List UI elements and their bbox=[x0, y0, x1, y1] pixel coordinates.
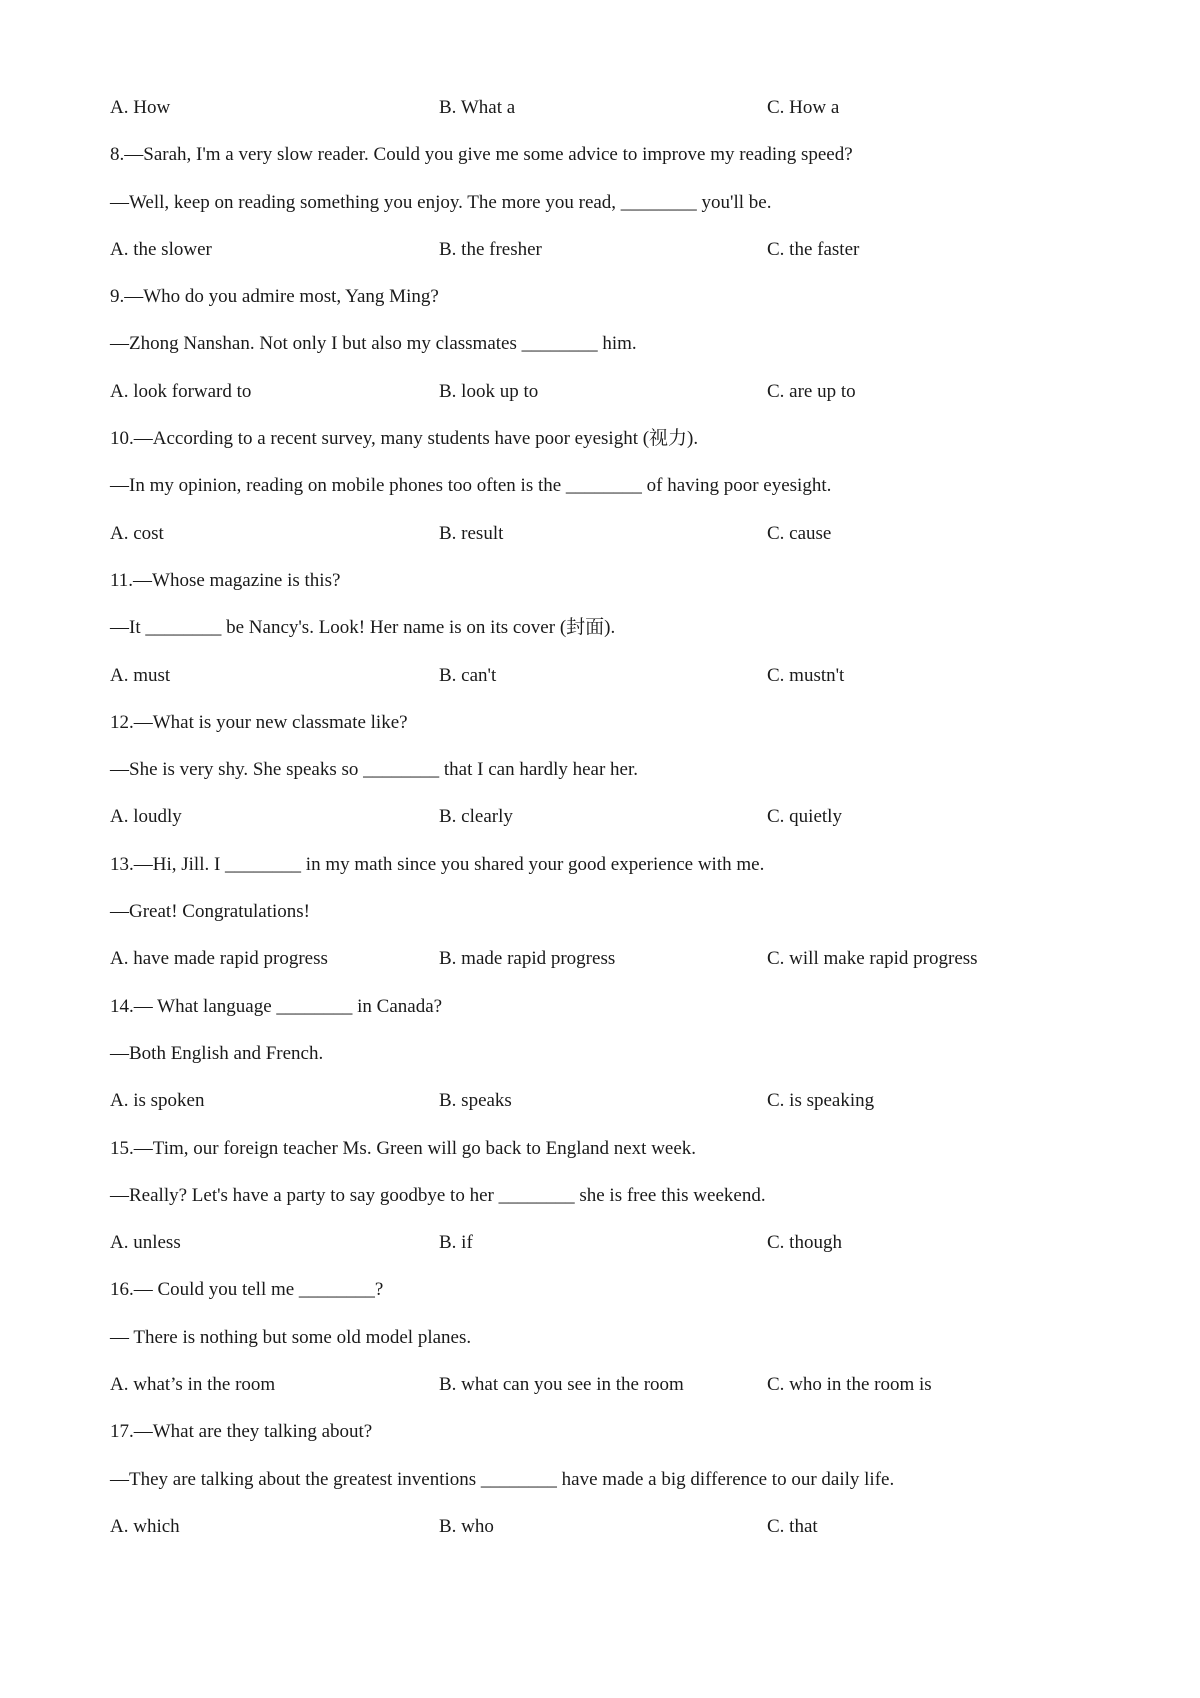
question-prompt: 17.—What are they talking about? bbox=[110, 1421, 373, 1443]
question-prompt: 12.—What is your new classmate like? bbox=[110, 711, 408, 733]
question-prompt: 13.—Hi, Jill. I ________ in my math since you shared your good experience with me. bbox=[110, 853, 765, 875]
option-a: A. How bbox=[110, 97, 171, 118]
option-c: C. How a bbox=[767, 97, 840, 118]
question-response: — There is nothing but some old model planes. bbox=[110, 1326, 472, 1348]
options-row bbox=[110, 1515, 1110, 1562]
options-row bbox=[110, 380, 1110, 427]
question-prompt: 11.—Whose magazine is this? bbox=[110, 569, 341, 591]
option-b: B. the fresher bbox=[439, 238, 542, 260]
option-a: A. what’s in the room bbox=[110, 1374, 276, 1396]
question-prompt: 16.— Could you tell me ________? bbox=[110, 1279, 384, 1301]
option-b: B. if bbox=[439, 1232, 473, 1254]
question-response: —Really? Let's have a party to say goodbye to her ________ she is free this weekend. bbox=[110, 1184, 766, 1206]
option-c: C. that bbox=[767, 1515, 818, 1537]
question-response: —She is very shy. She speaks so ________ that I can hardly hear her. bbox=[110, 759, 639, 781]
question-prompt: 10.—According to a recent survey, many students have poor eyesight (视力). bbox=[110, 428, 699, 450]
options-row bbox=[110, 1089, 1110, 1136]
question-response: —Great! Congratulations! bbox=[110, 901, 310, 923]
question-response: —In my opinion, reading on mobile phones too often is the ________ of having poor eyesight. bbox=[110, 475, 832, 497]
option-c: C. is speaking bbox=[767, 1090, 875, 1112]
option-b: B. result bbox=[439, 522, 504, 544]
exam-page bbox=[110, 96, 1110, 1562]
options-row bbox=[110, 96, 1110, 143]
options-row bbox=[110, 1373, 1110, 1420]
question-response: —Both English and French. bbox=[110, 1042, 324, 1064]
option-b: B. clearly bbox=[439, 806, 513, 828]
option-a: A. the slower bbox=[110, 238, 212, 260]
option-c: C. quietly bbox=[767, 806, 842, 828]
option-b: B. speaks bbox=[439, 1090, 512, 1112]
option-a: A. loudly bbox=[110, 806, 182, 828]
option-c: C. cause bbox=[767, 522, 832, 544]
options-row bbox=[110, 805, 1110, 852]
option-b: B. who bbox=[439, 1515, 494, 1537]
question-response: —Zhong Nanshan. Not only I but also my classmates ________ him. bbox=[110, 333, 637, 355]
question-prompt: 8.—Sarah, I'm a very slow reader. Could you give me some advice to improve my reading speed? bbox=[110, 144, 853, 166]
option-a: A. is spoken bbox=[110, 1090, 205, 1112]
question-prompt: 9.—Who do you admire most, Yang Ming? bbox=[110, 286, 439, 308]
options-row bbox=[110, 1231, 1110, 1278]
question-prompt: 15.—Tim, our foreign teacher Ms. Green will go back to England next week. bbox=[110, 1137, 697, 1159]
options-row bbox=[110, 522, 1110, 569]
options-row bbox=[110, 238, 1110, 285]
option-c: C. will make rapid progress bbox=[767, 948, 978, 970]
question-response: —They are talking about the greatest inventions ________ have made a big difference to our daily life. bbox=[110, 1468, 895, 1490]
option-c: C. the faster bbox=[767, 238, 860, 260]
question-response: —Well, keep on reading something you enjoy. The more you read, ________ you'll be. bbox=[110, 191, 772, 213]
options-row bbox=[110, 664, 1110, 711]
question-prompt: 14.— What language ________ in Canada? bbox=[110, 995, 443, 1017]
option-c: C. who in the room is bbox=[767, 1374, 932, 1396]
question-response: —It ________ be Nancy's. Look! Her name is on its cover (封面). bbox=[110, 617, 616, 639]
option-b: B. look up to bbox=[439, 380, 539, 402]
option-a: A. must bbox=[110, 664, 171, 686]
option-b: B. What a bbox=[439, 97, 516, 118]
options-row bbox=[110, 947, 1110, 994]
option-a: A. unless bbox=[110, 1232, 181, 1254]
option-b: B. can't bbox=[439, 664, 497, 686]
option-c: C. mustn't bbox=[767, 664, 845, 686]
option-b: B. what can you see in the room bbox=[439, 1374, 684, 1396]
option-a: A. which bbox=[110, 1515, 180, 1537]
option-a: A. have made rapid progress bbox=[110, 948, 328, 970]
option-b: B. made rapid progress bbox=[439, 948, 616, 970]
option-a: A. cost bbox=[110, 522, 164, 544]
option-a: A. look forward to bbox=[110, 380, 252, 402]
option-c: C. are up to bbox=[767, 380, 856, 402]
option-c: C. though bbox=[767, 1232, 842, 1254]
